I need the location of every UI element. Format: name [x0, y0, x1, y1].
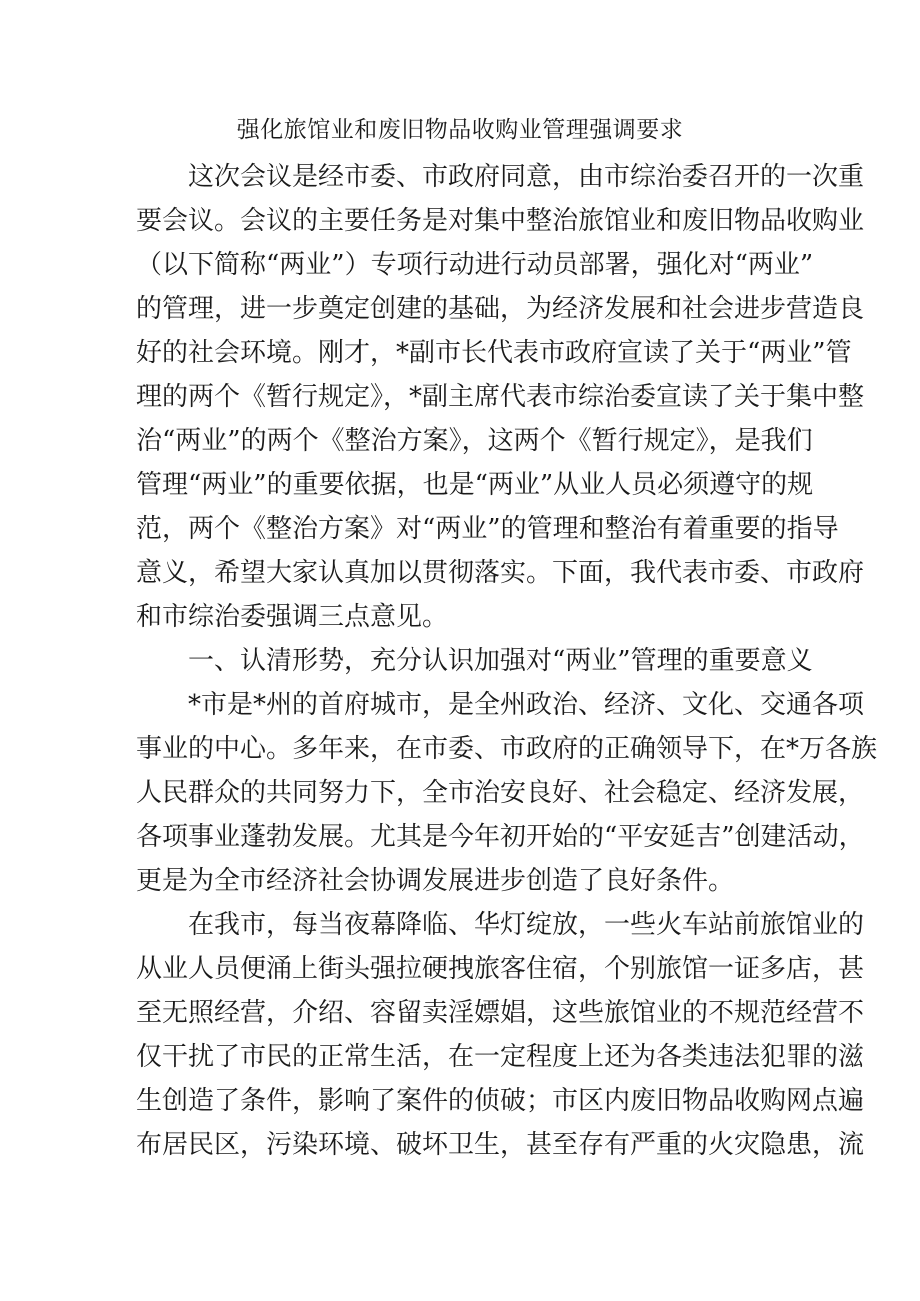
paragraph-line: 管理“两业”的重要依据，也是“两业”从业人员必须遵守的规	[136, 470, 814, 500]
paragraph-line: 治“两业”的两个《整治方案》，这两个《暂行规定》，是我们	[136, 426, 813, 456]
paragraph-line: 意义，希望大家认真加以贯彻落实。下面，我代表市委、市政府	[136, 558, 865, 588]
paragraph-line: 生创造了条件，影响了案件的侦破；市区内废旧物品收购网点遍	[136, 1086, 865, 1116]
paragraph-line: *市是*州的首府城市，是全州政治、经济、文化、交通各项	[188, 690, 865, 720]
paragraph-line: 在我市，每当夜幕降临、华灯绽放，一些火车站前旅馆业的	[188, 910, 865, 940]
paragraph-line: 更是为全市经济社会协调发展进步创造了良好条件。	[136, 866, 735, 896]
paragraph-line: 的管理，进一步奠定创建的基础，为经济发展和社会进步营造良	[136, 294, 865, 324]
paragraph-line: （以下简称“两业”）专项行动进行动员部署，强化对“两业”	[136, 250, 814, 280]
paragraph-line: 事业的中心。多年来，在市委、市政府的正确领导下，在*万各族	[136, 734, 878, 764]
paragraph-line: 仅干扰了市民的正常生活，在一定程度上还为各类违法犯罪的滋	[136, 1042, 865, 1072]
paragraph-line: 至无照经营，介绍、容留卖淫嫖娼，这些旅馆业的不规范经营不	[136, 998, 865, 1028]
document-title: 强化旅馆业和废旧物品收购业管理强调要求	[236, 117, 684, 143]
paragraph-line: 从业人员便涌上街头强拉硬拽旅客住宿，个别旅馆一证多店，甚	[136, 954, 865, 984]
paragraph-line: 布居民区，污染环境、破坏卫生，甚至存有严重的火灾隐患，流	[136, 1130, 865, 1160]
paragraph-line: 和市综治委强调三点意见。	[136, 602, 449, 632]
paragraph-line: 这次会议是经市委、市政府同意，由市综治委召开的一次重	[188, 162, 865, 192]
paragraph-line: 好的社会环境。刚才，*副市长代表市政府宣读了关于“两业”管	[136, 338, 852, 368]
paragraph-line: 要会议。会议的主要任务是对集中整治旅馆业和废旧物品收购业	[136, 206, 865, 236]
paragraph-line: 范，两个《整治方案》对“两业”的管理和整治有着重要的指导	[136, 514, 839, 544]
paragraph-line: 人民群众的共同努力下，全市治安良好、社会稳定、经济发展，	[136, 778, 865, 808]
section-heading: 一、认清形势，充分认识加强对“两业”管理的重要意义	[188, 646, 813, 676]
paragraph-line: 理的两个《暂行规定》，*副主席代表市综治委宣读了关于集中整	[136, 382, 865, 412]
paragraph-line: 各项事业蓬勃发展。尤其是今年初开始的“平安延吉”创建活动，	[136, 822, 865, 852]
